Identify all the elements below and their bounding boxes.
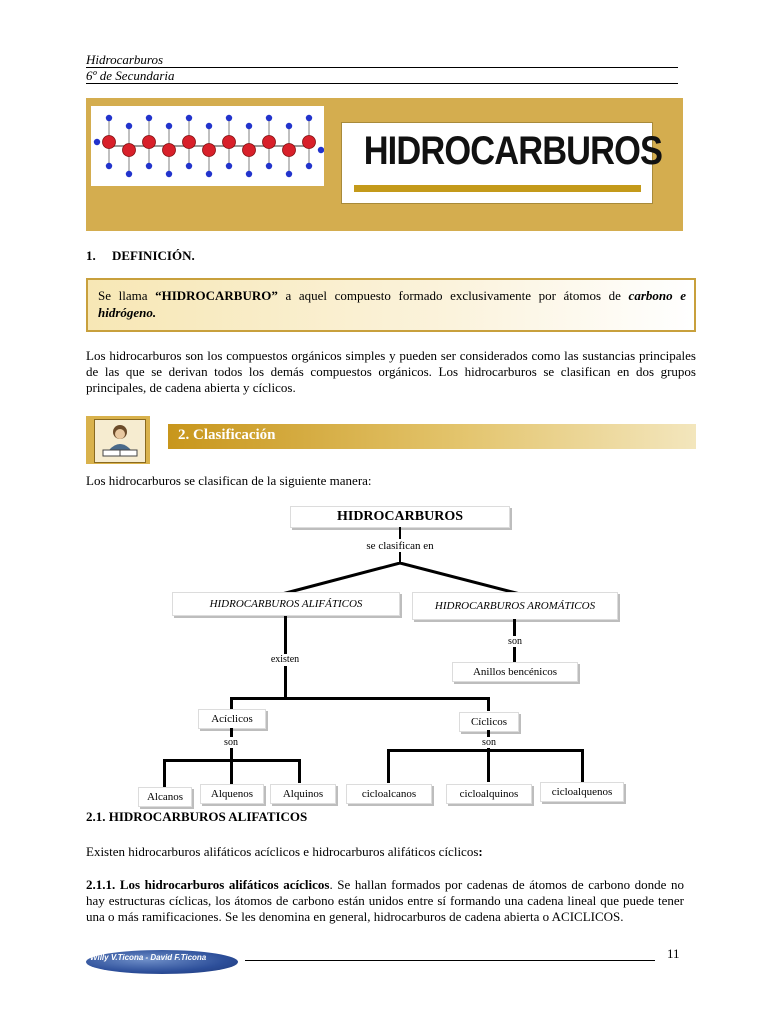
- header-rule-2: [86, 83, 678, 84]
- tree-line: [387, 749, 584, 752]
- section-2-1-heading: 2.1. HIDROCARBUROS ALIFATICOS: [86, 809, 308, 824]
- title-underline: [354, 185, 641, 192]
- alcanos-node: Alcanos: [138, 787, 192, 807]
- footer-authors: Willy V.Ticona - David F.Ticona: [90, 953, 207, 962]
- tree-line: [513, 647, 516, 663]
- tree-line: [487, 748, 490, 782]
- section-2-1-1-heading: 2.1.1. Los hidrocarburos alifáticos acíclicos: [86, 877, 330, 892]
- section-1-paragraph: Los hidrocarburos son los compuestos orgánicos simples y pueden ser considerados como las sustancias principales de las que se derivan todos los demás compuestos orgánicos. Los hidrocarburos se clasifican en dos grupos principales, de cadena abierta y cíclicos.: [86, 348, 696, 395]
- tree-line: [230, 697, 490, 700]
- tree-line: [387, 749, 390, 783]
- aliphatic-node: HIDROCARBUROS ALIFÁTICOS: [172, 592, 400, 616]
- student-reading-icon: [94, 419, 146, 463]
- alquinos-node: Alquinos: [270, 784, 336, 804]
- title-banner: [86, 98, 683, 231]
- definition-box: [86, 278, 696, 332]
- tree-line: [230, 697, 233, 709]
- tree-branch-lines: [270, 562, 530, 596]
- cyclic-node: Cíclicos: [459, 712, 519, 732]
- tree-line: [284, 666, 287, 698]
- definition-part2: a aquel compuesto formado exclusivamente por átomos de: [277, 288, 629, 303]
- tree-line: [284, 616, 287, 654]
- tree-line: [487, 730, 490, 737]
- tree-line: [163, 759, 301, 762]
- section-1-heading: DEFINICIÓN.: [112, 248, 195, 263]
- section-2-1-text: Existen hidrocarburos alifáticos acíclicos e hidrocarburos alifáticos cíclicos:: [86, 844, 483, 859]
- tree-line: [298, 759, 301, 783]
- aromatic-link: son: [508, 636, 522, 647]
- tree-line: [399, 527, 401, 539]
- acyclic-link: son: [224, 737, 238, 748]
- page-number: 11: [667, 946, 680, 961]
- benzene-node: Anillos bencénicos: [452, 662, 578, 682]
- aromatic-node: HIDROCARBUROS AROMÁTICOS: [412, 592, 618, 620]
- definition-part1: Se llama: [98, 288, 156, 303]
- tree-root-node: HIDROCARBUROS: [290, 506, 510, 528]
- definition-term: “HIDROCARBURO”: [155, 288, 278, 303]
- classification-intro: Los hidrocarburos se clasifican de la siguiente manera:: [86, 473, 372, 488]
- student-icon-frame: [86, 416, 150, 464]
- acyclic-node: Acíclicos: [198, 709, 266, 729]
- classification-title-bar: [168, 424, 696, 449]
- tree-line: [163, 759, 166, 787]
- section-1-number: 1.: [86, 248, 96, 263]
- cicloalcanos-node: cicloalcanos: [346, 784, 432, 804]
- tree-line: [581, 749, 584, 783]
- definition-elements: carbono e hidrógeno.: [98, 288, 686, 320]
- section-2-1-1-text: . Se hallan formados por cadenas de átomos de carbono donde no hay estructuras cíclicas, los átomos de carbono están unidos entre sí formando una cadena lineal que puede tener una o más ramificaciones. Se les denomina en general, hidrocarburos de cadena abierta o ACICLICOS.: [86, 877, 684, 924]
- definition-text: [98, 287, 686, 321]
- tree-line: [230, 748, 233, 784]
- tree-line: [513, 619, 516, 636]
- aliphatic-link: existen: [270, 654, 300, 665]
- section-2-1-1-paragraph: [86, 877, 684, 925]
- document-title: HIDROCARBUROS: [363, 129, 663, 173]
- tree-root-link: se clasifican en: [366, 540, 434, 552]
- classification-header: [86, 416, 696, 464]
- header-subject: Hidrocarburos: [86, 52, 164, 67]
- cicloalquenos-node: cicloalquenos: [540, 782, 624, 802]
- tree-line: [230, 728, 233, 737]
- molecule-image: [91, 106, 324, 186]
- tree-line: [487, 697, 490, 711]
- cyclic-link: son: [482, 737, 496, 748]
- header-grade: 6º de Secundaria: [86, 68, 175, 83]
- hydrocarbon-chain-icon: [91, 106, 324, 186]
- alquenos-node: Alquenos: [200, 784, 264, 804]
- classification-title: 2. Clasificación: [178, 427, 276, 443]
- cicloalquinos-node: cicloalquinos: [446, 784, 532, 804]
- title-box: [341, 122, 663, 204]
- footer-rule: [245, 960, 655, 961]
